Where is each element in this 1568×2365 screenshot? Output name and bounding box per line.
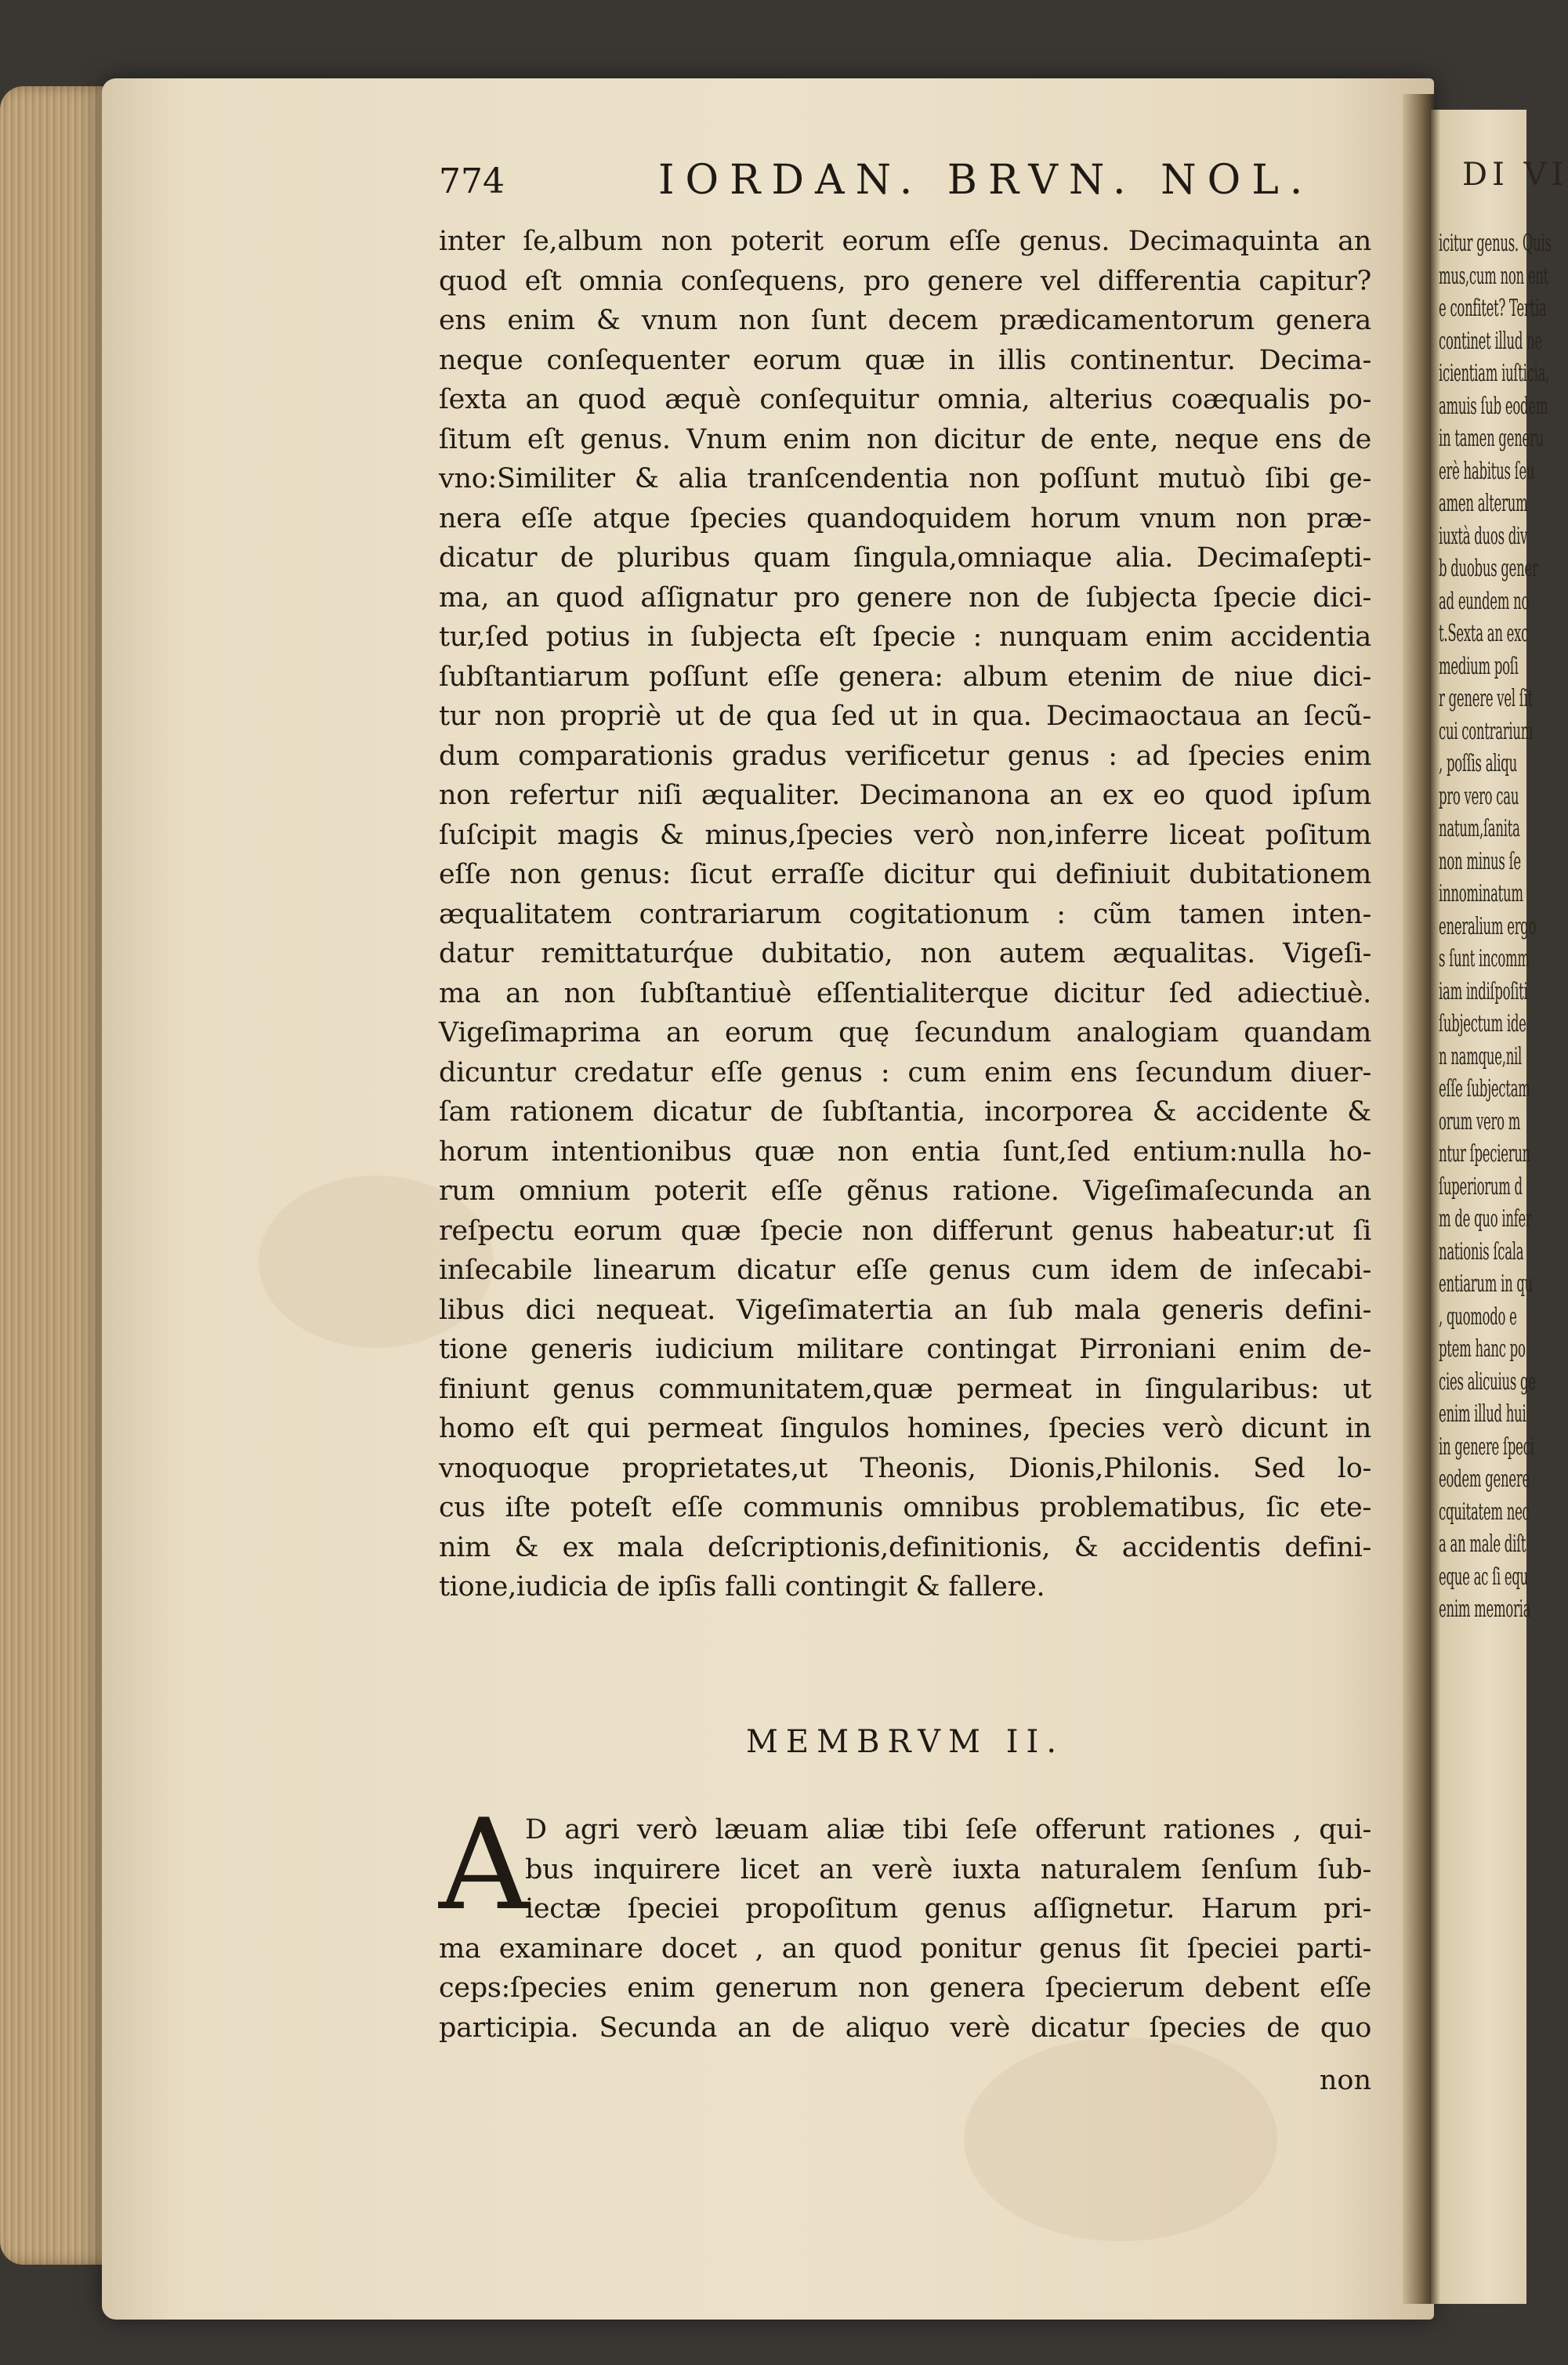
text-line: tur,ſed potius in ſubjecta eſt ſpecie : nunquam enim accidentia <box>439 621 1371 653</box>
facing-text-line: iuxtà duos div <box>1439 522 1528 550</box>
facing-running-head: DI VI <box>1462 157 1568 193</box>
text-line: ſam rationem dicatur de ſubſtantia, incorporea & accidente & <box>439 1096 1371 1128</box>
text-line: ma, an quod aſſignatur pro genere non de ſubjecta ſpecie dici- <box>439 581 1371 614</box>
facing-text-line: cui contrarium <box>1439 717 1534 745</box>
facing-text-line: s ſunt incomm <box>1439 945 1530 972</box>
section-heading: MEMBRVM II. <box>745 1724 1065 1760</box>
facing-text-line: amuis ſub eodem <box>1439 392 1548 420</box>
drop-cap-initial: A <box>439 1791 530 1938</box>
text-line: participia. Secunda an de aliquo verè dicatur ſpecies de quo <box>439 2012 1371 2044</box>
text-line: neque conſequenter eorum quæ in illis continentur. Decima- <box>439 344 1371 376</box>
section-text <box>439 1810 1371 2048</box>
facing-text-line: eſſe ſubjectam <box>1439 1075 1530 1103</box>
text-line: ceps:ſpecies enim generum non genera ſpecierum debent eſſe <box>439 1972 1371 2004</box>
facing-text-line: eneralium ergo <box>1439 912 1537 940</box>
facing-text-line: , quomodo e <box>1439 1302 1517 1331</box>
text-line: finiunt genus communitatem,quæ permeat in ſingularibus: ut <box>439 1373 1371 1405</box>
facing-text-line: innominatum <box>1439 880 1523 907</box>
facing-text-block <box>1439 227 1552 1626</box>
text-line: dicuntur credatur eſſe genus : cum enim ens ſecundum diuer- <box>439 1056 1371 1088</box>
running-title: IORDAN. BRVN. NOL. <box>658 157 1314 204</box>
facing-text-line: , poſſis aliqu <box>1439 750 1517 777</box>
facing-text-line: in genere ſpeci <box>1439 1432 1534 1461</box>
facing-text-line: enim memoria <box>1439 1595 1531 1623</box>
text-line: æqualitatem contrariarum cogitationum : cũm tamen inten- <box>439 898 1371 930</box>
facing-text-line: in tamen generu <box>1439 425 1544 452</box>
text-line: inſecabile linearum dicatur eſſe genus cum idem de inſecabi- <box>439 1255 1371 1286</box>
facing-page <box>1431 110 1568 2304</box>
text-line: vno:Similiter & alia tranſcendentia non poſſunt mutuò ſibi ge- <box>439 463 1371 494</box>
facing-text-line: enim illud hui <box>1439 1400 1526 1428</box>
facing-text-line: continet illud ne <box>1439 327 1542 355</box>
facing-text-line: ſubjectum ide <box>1439 1010 1526 1038</box>
facing-text-line: cies alicuius ge <box>1439 1367 1536 1396</box>
text-line: ſubſtantiarum poſſunt eſſe genera: album etenim de niue dici- <box>439 661 1371 693</box>
facing-text-line: iam indiſpoſiti <box>1439 977 1528 1005</box>
text-line: Vigeſimaprima an eorum quę ſecundum analogiam quandam <box>439 1017 1371 1048</box>
page-number: 774 <box>439 161 505 201</box>
facing-text-line: medium poſi <box>1439 652 1519 680</box>
facing-text-line: t.Sexta an exc <box>1439 620 1529 647</box>
text-line: tione generis iudicium militare contingat Pirroniani enim de- <box>439 1334 1371 1365</box>
facing-text-line: icientiam iuſticia, <box>1439 360 1550 387</box>
text-line: D agri verò læuam aliæ tibi ſeſe offerunt rationes , qui- <box>525 1814 1371 1845</box>
text-line: eſſe non genus: ſicut erraſſe dicitur qui definiuit dubitationem <box>439 859 1371 890</box>
facing-text-line: m de quo infer <box>1439 1205 1532 1233</box>
text-line: ſexta an quod æquè conſequitur omnia, alterius coæqualis po- <box>439 384 1371 415</box>
facing-text-line: ſuperiorum d <box>1439 1172 1523 1201</box>
facing-text-line: n namque,nil <box>1439 1042 1523 1070</box>
book-page-edges <box>0 86 118 2265</box>
text-line: ma examinare docet , an quod ponitur genus ſit ſpeciei parti- <box>439 1932 1371 1965</box>
facing-text-line: eodem genere <box>1439 1465 1530 1493</box>
running-head <box>439 157 1371 212</box>
text-line: libus dici nequeat. Vigeſimatertia an ſub mala generis defini- <box>439 1294 1371 1326</box>
text-line: dicatur de pluribus quam ſingula,omniaque alia. Decimaſepti- <box>439 542 1371 574</box>
text-line: horum intentionibus quæ non entia ſunt,ſed entium:nulla ho- <box>439 1135 1371 1168</box>
text-line: tur non propriè ut de qua ſed ut in qua. Decimaoctaua an ſecũ- <box>439 701 1371 732</box>
facing-text-line: eque ac ſi equ <box>1439 1563 1529 1591</box>
facing-text-line: e confitet? Tertia <box>1439 295 1547 322</box>
facing-text-line: ptem hanc po <box>1439 1335 1526 1363</box>
facing-text-line: icitur genus. Quis <box>1439 230 1552 257</box>
text-line: tione,iudicia de ipſis falli contingit & fallere. <box>439 1571 1045 1603</box>
facing-text-line: r genere vel ſit <box>1439 685 1533 712</box>
text-line: reſpectu eorum quæ ſpecie non differunt genus habeatur:ut ſi <box>439 1215 1371 1247</box>
facing-text-line: non minus ſe <box>1439 847 1521 875</box>
facing-text-line: nationis ſcala <box>1439 1237 1524 1266</box>
text-line: nim & ex mala deſcriptionis,definitionis, & accidentis defini- <box>439 1531 1371 1563</box>
facing-text-line: entiarum in qu <box>1439 1270 1534 1298</box>
facing-text-line: natum,ſanita <box>1439 815 1520 842</box>
text-line: dum comparationis gradus verificetur genus : ad ſpecies enim <box>439 740 1371 772</box>
text-line: non refertur niſi æqualiter. Decimanona an ex eo quod ipſum <box>439 780 1371 811</box>
text-line: rum omnium poterit eſſe gẽnus ratione. Vigeſimaſecunda an <box>439 1175 1371 1207</box>
text-line: ſuſcipit magis & minus,ſpecies verò non,inferre liceat poſitum <box>439 819 1371 851</box>
facing-text-line: a an male diſt <box>1439 1530 1526 1558</box>
text-line: inter ſe,album non poterit eorum eſſe genus. Decimaquinta an <box>439 226 1371 257</box>
text-line: ma an non ſubſtantiuè eſſentialiterque dicitur ſed adiectiuè. <box>439 977 1371 1009</box>
facing-text-line: amen alterum <box>1439 490 1528 517</box>
facing-text-line: b duobus gener <box>1439 555 1538 582</box>
facing-text-line: ad eundem no <box>1439 587 1530 615</box>
text-line: bus inquirere licet an verè iuxta naturalem ſenſum ſub- <box>525 1853 1371 1885</box>
catchword: non <box>1319 2065 1371 2096</box>
paper-stain <box>964 2037 1277 2241</box>
facing-text-line: cquitatem nec <box>1439 1498 1530 1526</box>
facing-text-line: orum vero m <box>1439 1107 1521 1135</box>
book-gutter <box>1403 94 1434 2304</box>
text-line: nera eſſe atque ſpecies quandoquidem horum vnum non præ- <box>439 502 1371 534</box>
text-line: ſitum eſt genus. Vnum enim non dicitur de ente, neque ens de <box>439 423 1371 455</box>
text-line: cus iſte poteſt eſſe communis omnibus problematibus, ſic ete- <box>439 1492 1371 1523</box>
text-line: quod eſt omnia conſequens, pro genere vel differentia capitur? <box>439 265 1371 297</box>
text-line: ens enim & vnum non ſunt decem prædicamentorum genera <box>439 305 1371 336</box>
text-line: datur remittaturq́ue dubitatio, non autem æqualitas. Vigeſi- <box>439 938 1371 969</box>
text-line: vnoquoque proprietates,ut Theonis, Dionis,Philonis. Sed lo- <box>439 1452 1371 1484</box>
facing-text-line: pro vero cau <box>1439 782 1519 810</box>
body-text <box>439 222 1371 1607</box>
facing-text-line: mus,cum non ent <box>1439 262 1549 290</box>
facing-text-line: erè habitus ſeu <box>1439 457 1535 485</box>
text-line: homo eſt qui permeat ſingulos homines, ſpecies verò dicunt in <box>439 1413 1371 1444</box>
text-line: iectæ ſpeciei propoſitum genus aſſignetur. Harum pri- <box>525 1893 1371 1925</box>
facing-text-line: ntur ſpecierun <box>1439 1140 1531 1168</box>
